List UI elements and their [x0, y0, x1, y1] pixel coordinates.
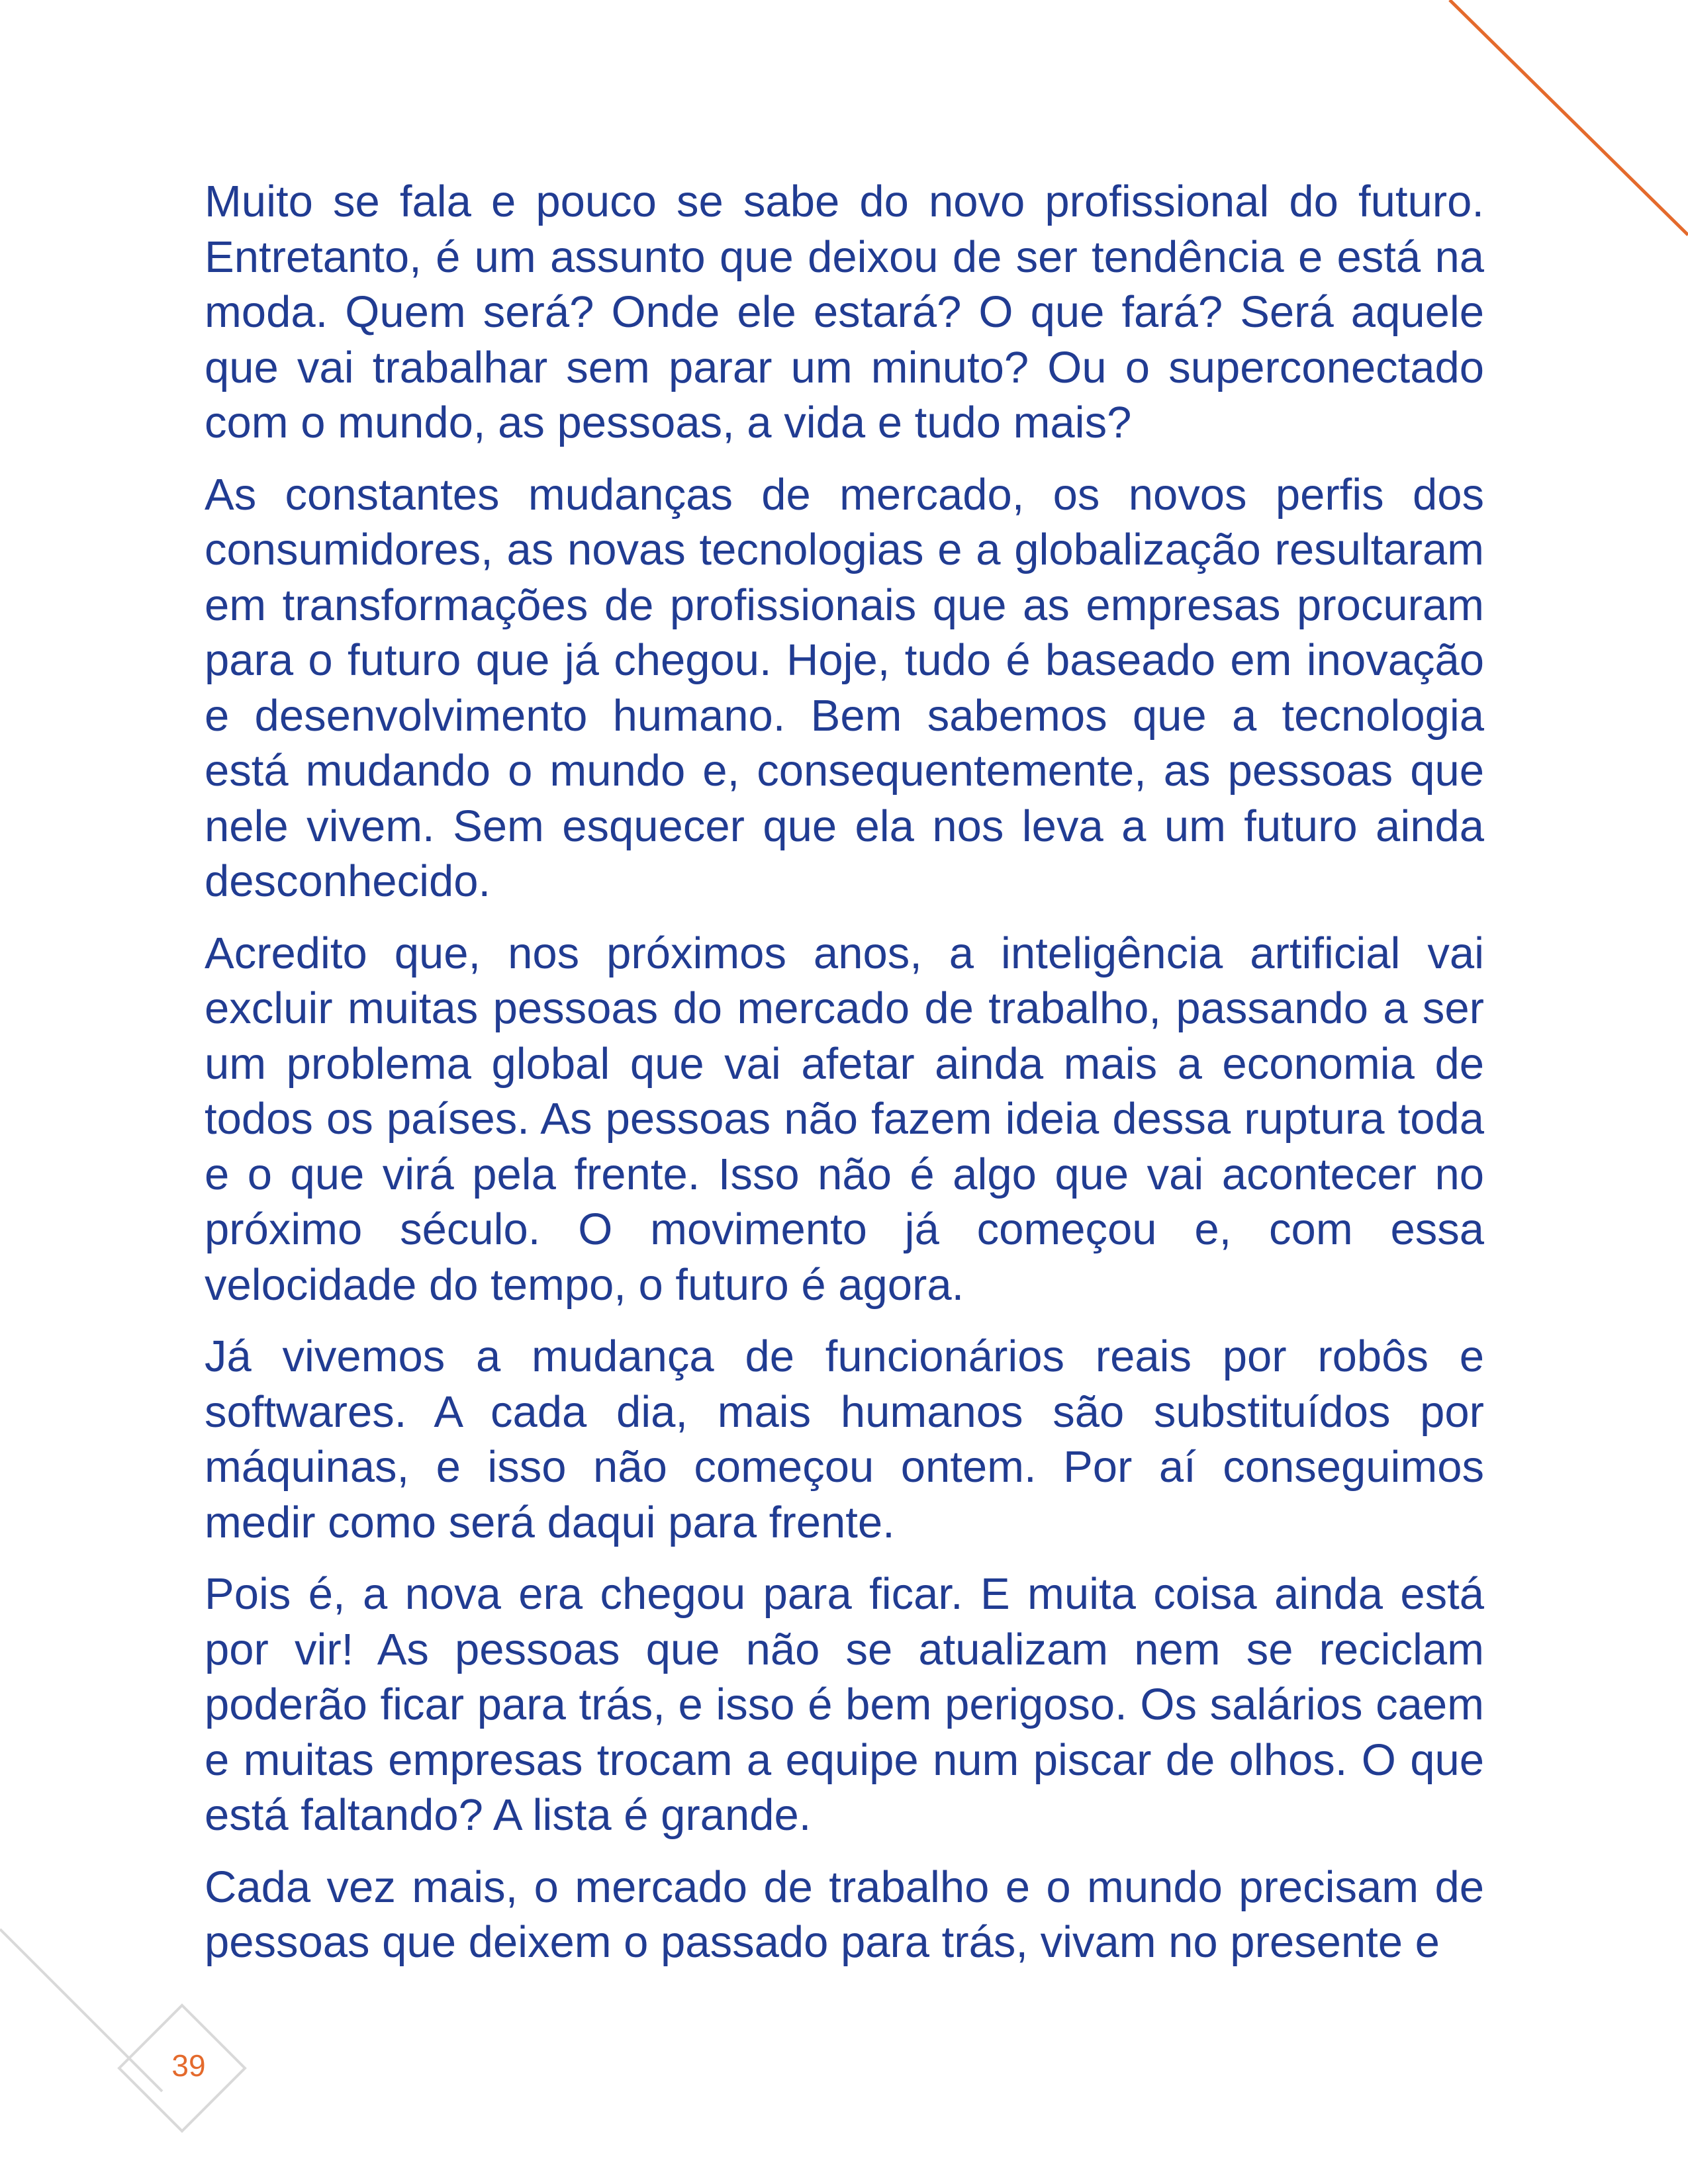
corner-accent-line [1450, 0, 1688, 235]
paragraph-3: Acredito que, nos próximos anos, a inteligência artificial vai excluir muitas pessoas do mercado de trabalho, passando a ser um problema global que vai afetar ainda mais a economia de todos os países. As pessoas não fazem ideia dessa ruptura toda e o que virá pela frente. Isso não é algo que vai acontecer no próximo século. O movimento já começou e, com essa velocidade do tempo, o futuro é agora. [205, 928, 1484, 1310]
paragraph-4: Já vivemos a mudança de funcionários reais por robôs e softwares. A cada dia, mais humanos são substituídos por máquinas, e isso não começou ontem. Por aí conseguimos medir como será daqui para frente. [205, 1332, 1484, 1547]
paragraph-1: Muito se fala e pouco se sabe do novo profissional do futuro. Entretanto, é um assunto que deixou de ser tendência e está na moda. Quem será? Onde ele estará? O que fará? Será aquele que vai trabalhar sem parar um minuto? Ou o superconectado com o mundo, as pessoas, a vida e tudo mais? [205, 177, 1484, 447]
page-number: 39 [171, 2048, 206, 2083]
paragraph-2: As constantes mudanças de mercado, os novos perfis dos consumidores, as novas tecnologias e a globalização resultaram em transformações de profissionais que as empresas procuram para o futuro que já chegou. Hoje, tudo é baseado em inovação e desenvolvimento humano. Bem sabemos que a tecnologia está mudando o mundo e, consequentemente, as pessoas que nele vivem. Sem esquecer que ela nos leva a um futuro ainda desconhecido. [205, 469, 1484, 906]
corner-decor-line [0, 1929, 162, 2091]
body-text [205, 174, 1484, 1987]
paragraph-6: Cada vez mais, o mercado de trabalho e o mundo precisam de pessoas que deixem o passado para trás, vivam no presente e [205, 1862, 1484, 1967]
paragraph-5: Pois é, a nova era chegou para ficar. E muita coisa ainda está por vir! As pessoas que não se atualizam nem se reciclam poderão ficar para trás, e isso é bem perigoso. Os salários caem e muitas empresas trocam a equipe num piscar de olhos. O que está faltando? A lista é grande. [205, 1569, 1484, 1840]
